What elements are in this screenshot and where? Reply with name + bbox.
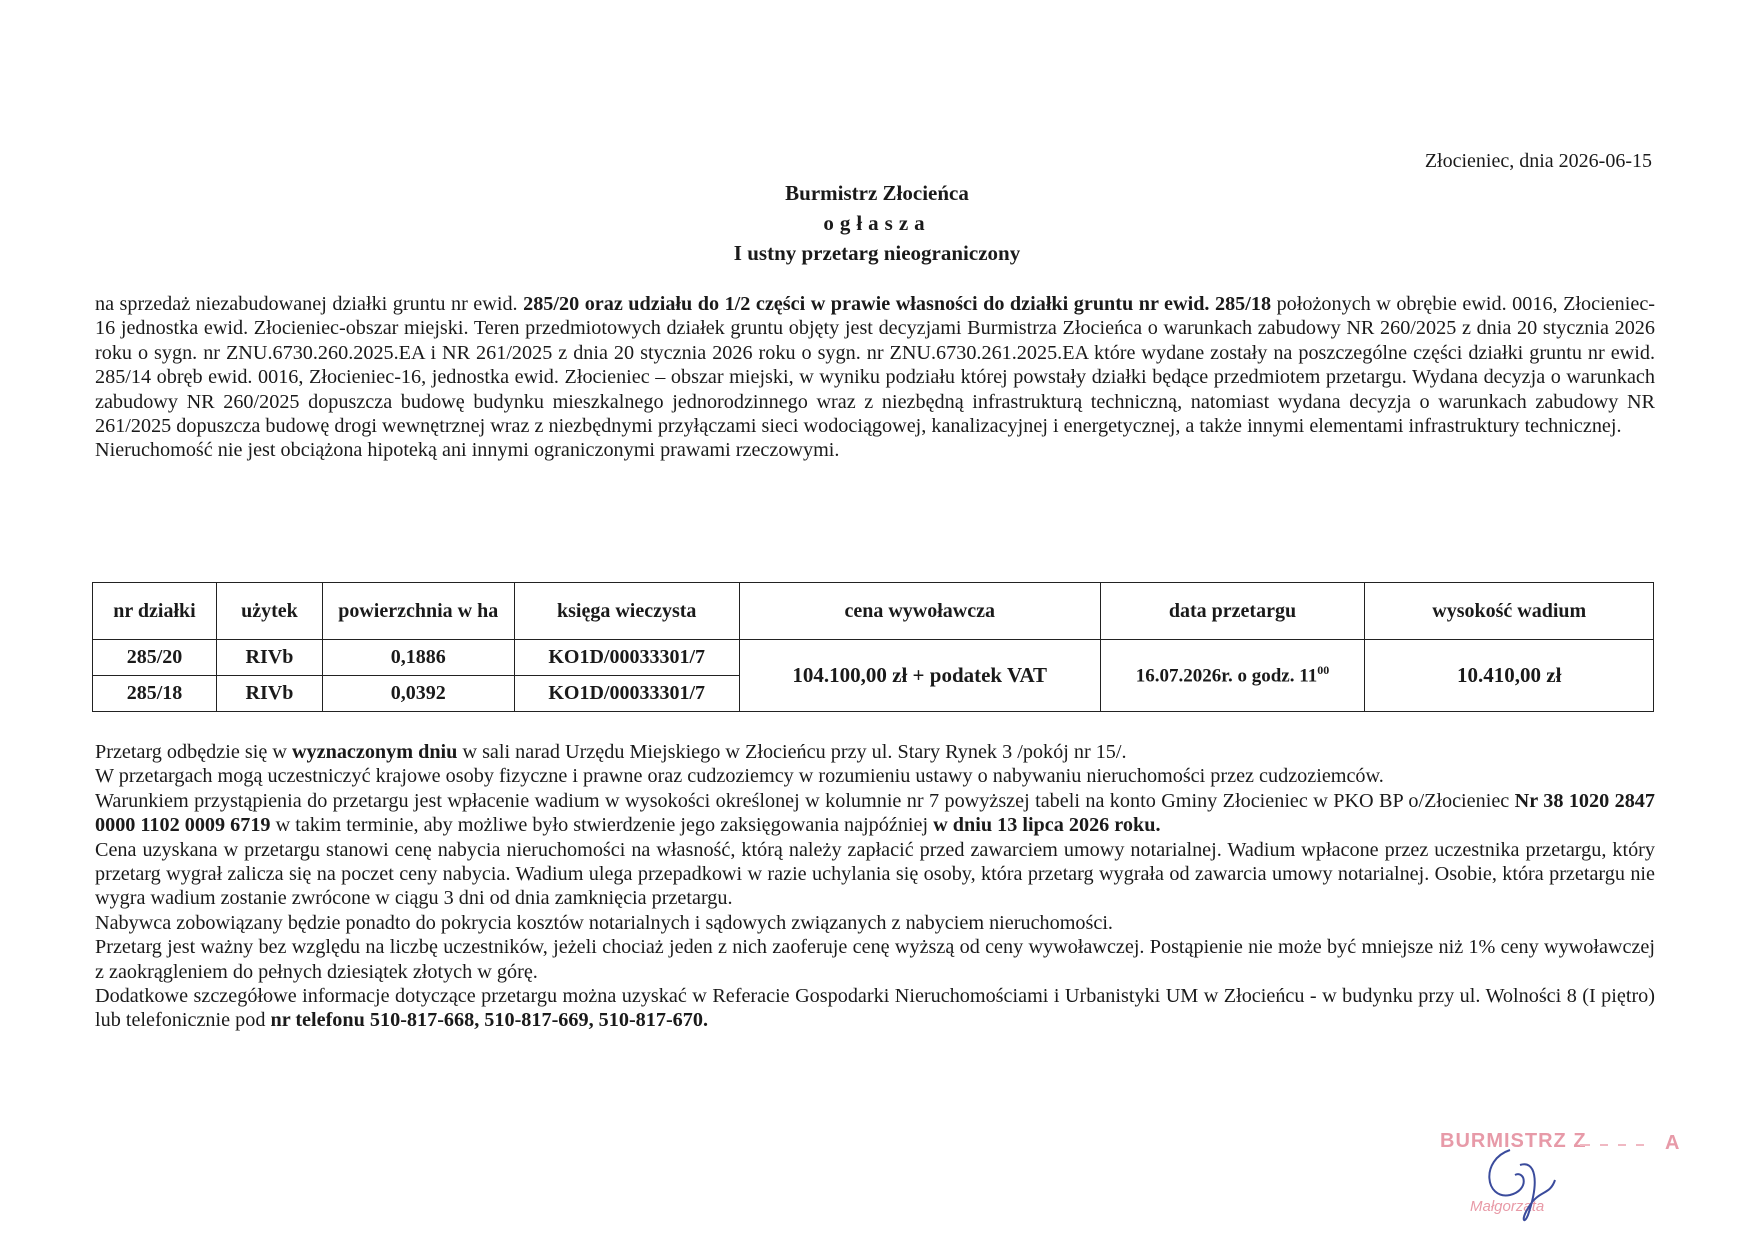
land-use-cell: RIVb	[216, 676, 322, 712]
deposit-deadline: w dniu 13 lipca 2026 roku.	[933, 814, 1161, 837]
table-header-row	[93, 583, 1654, 640]
land-register-cell: KO1D/00033301/7	[514, 640, 739, 676]
table-row	[93, 640, 1654, 676]
signature-icon	[1440, 1120, 1700, 1230]
price-paragraph: Cena uzyskana w przetargu stanowi cenę nabycia nieruchomości na własność, którą należy zapłacić przed zawarciem umowy notarialnej. Wadium wpłacone przez uczestnika przetargu, który przetarg wygrał zalicza się na poczet ceny nabycia. Wadium ulega przepadkowi w razie uchylania się osoby, która przetarg wygrała od zawarcia umowy notarialnej. Osobie, która przetargu nie wygra wadium zostanie zwrócone w ciągu 3 dni od dnia zamknięcia przetargu.	[95, 838, 1655, 910]
table-header-cell: nr działki	[93, 583, 217, 640]
stamp-title: BURMISTRZ Z	[1440, 1130, 1587, 1152]
issuer-title: Burmistrz Złocieńca	[785, 181, 969, 205]
plot-number-cell: 285/20	[93, 640, 217, 676]
table-header-cell: powierzchnia w ha	[322, 583, 514, 640]
validity-paragraph: Przetarg jest ważny bez względu na liczbę uczestników, jeżeli chociaż jeden z nich zaoferuje cenę wyższą od ceny wywoławczej. Postąpienie nie może być mniejsze niż 1% ceny wywoławczej z zaokrągleniem do pełnych dziesiątek złotych w górę.	[95, 936, 1655, 983]
costs-paragraph: Nabywca zobowiązany będzie ponadto do pokrycia kosztów notarialnych i sądowych związanych z nabyciem nieruchomości.	[95, 911, 1113, 934]
tender-date-cell: 16.07.2026r. o godz. $11^{00}$	[1100, 640, 1365, 712]
table-header-cell: użytek	[216, 583, 322, 640]
participants-paragraph: W przetargach mogą uczestniczyć krajowe osoby fizyczne i prawne oraz cudzoziemcy w rozumieniu ustawy o nabywaniu nieruchomości przez cudzoziemców.	[95, 765, 1384, 788]
stamp-title-end: A	[1665, 1132, 1680, 1154]
table-header-cell: księga wieczysta	[514, 583, 739, 640]
table-header-cell: data przetargu	[1100, 583, 1365, 640]
contact-paragraph: Dodatkowe szczegółowe informacje dotyczące przetargu można uzyskać w Referacie Gospodarki Nieruchomościami i Urbanistyki UM w Złocieńcu - w budynku przy ul. Wolności 8 (I piętro) lub telefonicznie pod nr telefonu 510-817-668, 510-817-669, 510-817-670.	[95, 985, 1655, 1032]
intro-paragraph: na sprzedaż niezabudowanej działki gruntu nr ewid. 285/20 oraz udziału do 1/2 części w prawie własności do działki gruntu nr ewid. 285/18 położonych w obrębie ewid. 0016, Złocieniec-16 jednostka ewid. Złocieniec-obszar miejski. Teren przedmiotowych działek gruntu objęty jest decyzjami Burmistrza Złocieńca o warunkach zabudowy NR 260/2025 z dnia 20 stycznia 2026 roku o sygn. nr ZNU.6730.260.2025.EA i NR 261/2025 z dnia 20 stycznia 2026 roku o sygn. nr ZNU.6730.261.2025.EA które wydane zostały na poszczególne części działki gruntu nr ewid. 285/14 obręb ewid. 0016, Złocieniec-16, jednostka ewid. Złocieniec – obszar miejski, w wyniku podziału której powstały działki będące przedmiotem przetargu. Wydana decyzja o warunkach zabudowy NR 260/2025 dopuszcza budowę budynku mieszkalnego jednorodzinnego wraz z niezbędną infrastrukturą techniczną, natomiast wydana decyzja o warunkach zabudowy NR 261/2025 dopuszcza budowę drogi wewnętrznej wraz z niezbędnymi przyłączami sieci wodociągowej, kanalizacyjnej i energetycznej, a także innymi elementami infrastruktury technicznej.	[95, 293, 1656, 438]
tender-location-paragraph: Przetarg odbędzie się w wyznaczonym dniu w sali narad Urzędu Miejskiego w Złocieńcu przy ul. Stary Rynek 3 /pokój nr 15/.	[95, 741, 1127, 763]
bank-account-number: Nr 38 1020 2847 0000 1102 0009 6719	[95, 789, 1655, 837]
table-header-cell: cena wywoławcza	[739, 583, 1100, 640]
area-cell: 0,0392	[322, 676, 514, 712]
tender-title: I ustny przetarg nieograniczony	[733, 241, 1021, 265]
phone-numbers: nr telefonu 510-817-668, 510-817-669, 510-817-670.	[270, 1009, 709, 1032]
intro-section	[95, 292, 1655, 463]
document-header	[0, 178, 1754, 268]
deposit-paragraph: Warunkiem przystąpienia do przetargu jest wpłacenie wadium w wysokości określonej w kolumnie nr 7 powyższej tabeli na konto Gminy Złocieniec w PKO BP o/Złocieniec Nr 38 1020 2847 0000 1102 0009 6719 w takim terminie, aby możliwe było stwierdzenie jego zaksięgowania najpóźniej w dniu 13 lipca 2026 roku.	[95, 789, 1655, 837]
intro-plot-numbers: 285/20 oraz udziału do 1/2 części w prawie własności do działki gruntu nr ewid. 285/18	[523, 293, 1272, 315]
land-register-cell: KO1D/00033301/7	[514, 676, 739, 712]
starting-price-cell: 104.100,00 zł + podatek VAT	[739, 640, 1100, 712]
terms-section	[95, 740, 1655, 1033]
place-date: Złocieniec, dnia 2026-06-15	[1424, 150, 1652, 172]
deposit-cell: 10.410,00 zł	[1365, 640, 1654, 712]
area-cell: 0,1886	[322, 640, 514, 676]
plots-table	[92, 582, 1654, 712]
plot-number-cell: 285/18	[93, 676, 217, 712]
land-use-cell: RIVb	[216, 640, 322, 676]
stamp-name: Małgorzata	[1470, 1198, 1545, 1215]
official-stamp	[1440, 1120, 1700, 1230]
announces-label: ogłasza	[823, 211, 931, 235]
mortgage-statement: Nieruchomość nie jest obciążona hipoteką ani innymi ograniczonymi prawami rzeczowymi.	[95, 439, 840, 462]
table-header-cell: wysokość wadium	[1365, 583, 1654, 640]
